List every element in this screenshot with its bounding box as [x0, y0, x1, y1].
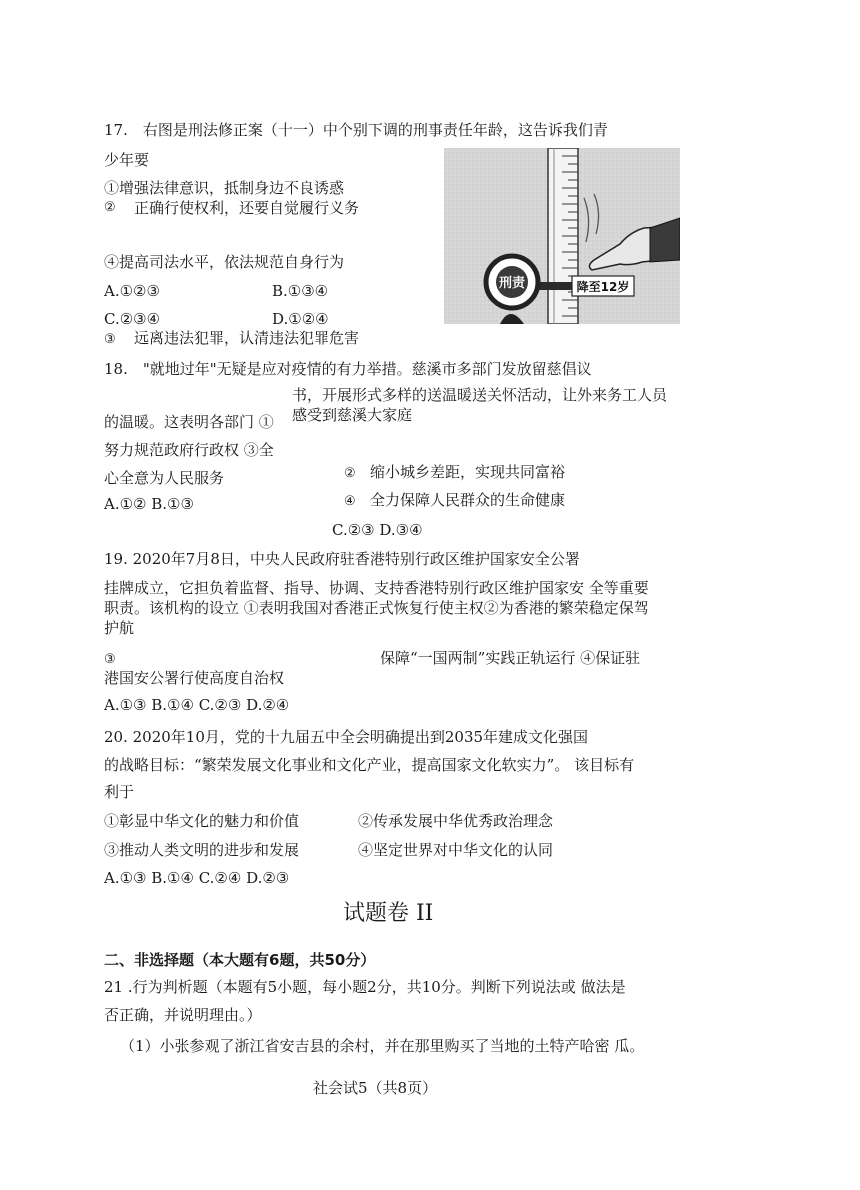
- section-title: 试题卷 II: [343, 901, 434, 926]
- q18-stem-left-line3: 心全意为人民服务: [104, 469, 225, 487]
- q17-option-2-number: ②: [104, 200, 116, 215]
- q19-option-3-number: ③: [104, 652, 116, 667]
- q20-option-3: ③推动人类文明的进步和发展: [104, 841, 300, 859]
- section-heading: 二、非选择题（本大题有6题，共50分）: [104, 951, 376, 969]
- q19-stem-line1: 19. 2020年7月8日，中央人民政府驻香港特别行政区维护国家安全公署: [104, 550, 580, 568]
- page-footer: 社会试5（共8页）: [313, 1079, 438, 1097]
- q18-stem-right-line1: 书，开展形式多样的送温暖送关怀活动，让外来务工人员: [292, 386, 668, 404]
- age-label-text: 降至12岁: [576, 280, 630, 294]
- q18-option-2-number: ②: [344, 466, 356, 481]
- q20-option-1: ①彰显中华文化的魅力和价值: [104, 812, 300, 830]
- q19-stem-line4: 护航: [104, 619, 135, 637]
- q21-subquestion-1: （1）小张参观了浙江省安吉县的余村，并在那里购买了当地的土特产哈密 瓜。: [120, 1037, 645, 1055]
- q20-option-2: ②传承发展中华优秀政治理念: [358, 812, 554, 830]
- q17-option-1: ①增强法律意识，抵制身边不良诱惑: [104, 179, 345, 197]
- q19-stem-line5: 港国安公署行使高度自治权: [104, 669, 285, 687]
- q17-option-4: ④提高司法水平，依法规范自身行为: [104, 253, 345, 271]
- q20-stem-line3: 利于: [104, 783, 135, 801]
- q18-answers-ab: A.①② B.①③: [104, 495, 194, 513]
- q19-option-3-text: 保障“一国两制”实践正轨运行 ④保证驻: [380, 649, 641, 667]
- badge-text: 刑责: [498, 276, 526, 291]
- q17-figure: [444, 148, 680, 324]
- q21-stem-line2: 否正确，并说明理由。）: [104, 1006, 262, 1024]
- q20-stem-line1: 20. 2020年10月，党的十九届五中全会明确提出到2035年建成文化强国: [104, 728, 589, 746]
- q17-answer-a: A.①②③: [104, 282, 160, 300]
- q18-stem-left-line2: 努力规范政府行政权 ③全: [104, 441, 274, 459]
- q21-stem-line1: 21 .行为判析题（本题有5小题，每小题2分，共10分。判断下列说法或 做法是: [104, 978, 626, 996]
- q17-answer-d: D.①②④: [272, 310, 329, 328]
- q20-answers: A.①③ B.①④ C.②④ D.②③: [104, 869, 290, 887]
- q18-stem-line1: 18. "就地过年"无疑是应对疫情的有力举措。慈溪市多部门发放留慈倡议: [104, 360, 592, 378]
- q20-option-4: ④坚定世界对中华文化的认同: [358, 841, 554, 859]
- q18-option-4-number: ④: [344, 494, 356, 509]
- q18-answers-cd: C.②③ D.③④: [332, 521, 423, 539]
- q18-stem-left-line1: 的温暖。这表明各部门 ①: [104, 413, 274, 431]
- q18-option-4-text: 全力保障人民群众的生命健康: [370, 491, 566, 509]
- q18-stem-right-line2: 感受到慈溪大家庭: [292, 406, 413, 424]
- q17-stem-line1: 17. 右图是刑法修正案（十一）中个别下调的刑事责任年龄，这告诉我们青: [104, 121, 608, 139]
- q20-stem-line2: 的战略目标：“繁荣发展文化事业和文化产业，提高国家文化软实力”。 该目标有: [104, 756, 635, 774]
- q18-option-2-text: 缩小城乡差距，实现共同富裕: [370, 463, 566, 481]
- q17-stem-line2: 少年要: [104, 151, 150, 169]
- q17-answer-b: B.①③④: [272, 282, 329, 300]
- age-ruler-illustration: [444, 148, 680, 324]
- q17-option-2-text: 正确行使权利，还要自觉履行义务: [134, 199, 360, 217]
- q19-answers: A.①③ B.①④ C.②③ D.②④: [104, 696, 290, 714]
- q19-stem-line3: 职责。该机构的设立 ①表明我国对香港正式恢复行使主权②为香港的繁荣稳定保驾: [104, 599, 649, 617]
- q19-stem-line2: 挂牌成立，它担负着监督、指导、协调、支持香港特别行政区维护国家安 全等重要: [104, 579, 649, 597]
- q17-answer-c: C.②③④: [104, 310, 161, 328]
- q17-option-3-number: ③: [104, 332, 116, 347]
- q17-option-3-text: 远离违法犯罪，认清违法犯罪危害: [134, 329, 360, 347]
